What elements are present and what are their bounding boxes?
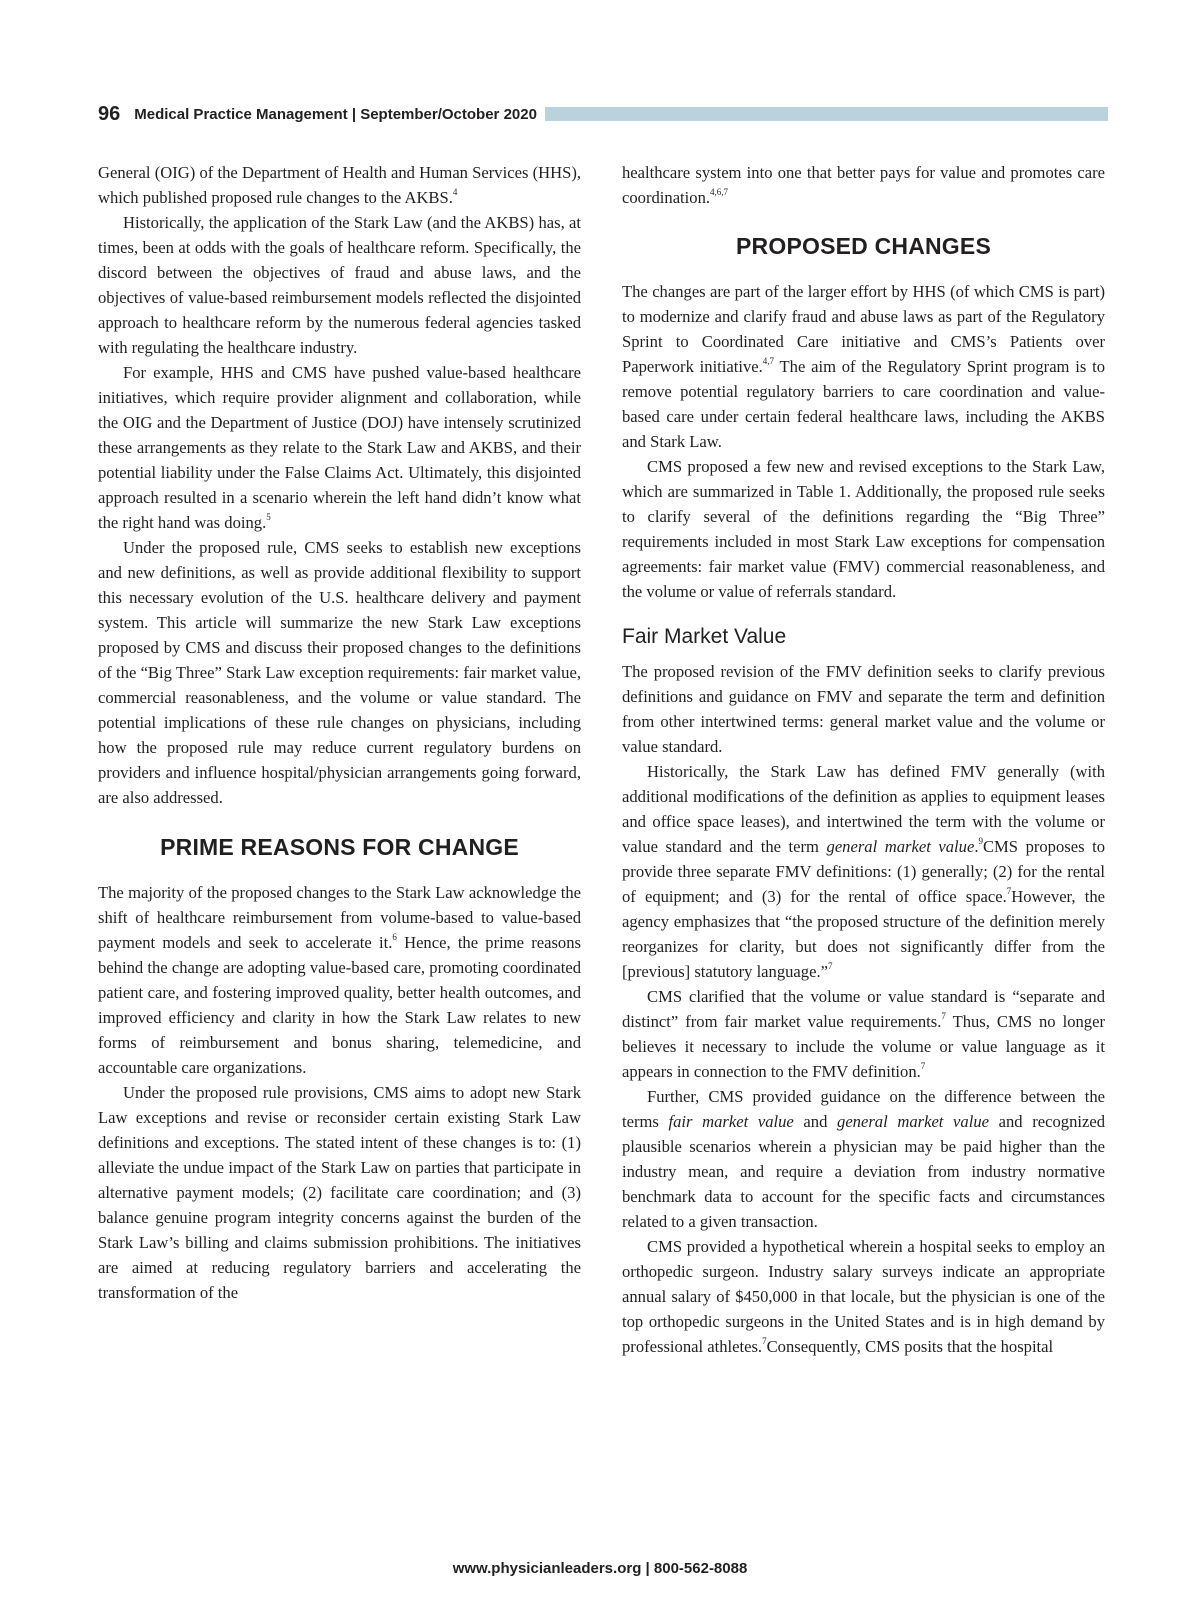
paragraph: The changes are part of the larger effort by HHS (of which CMS is part) to modernize and clarify fraud and abuse laws as part of the Regulatory Sprint to Coordinated Care initiative and CMS’s Patients over Paperwork initiative.$^{4,7}$ The aim of the Regulatory Sprint program is to remove potential regulatory barriers to care coordination and value-based care under certain federal healthcare laws, including the AKBS and Stark Law.: [622, 282, 1105, 451]
page-number: 96: [98, 102, 121, 125]
paragraph: Under the proposed rule provisions, CMS aims to adopt new Stark Law exceptions and revise or reconsider certain existing Stark Law definitions and exceptions. The stated intent of these changes is to: (1) alleviate the undue impact of the Stark Law on parties that participate in alternative payment models; (2) facilitate care coordination; and (3) balance genuine program integrity concerns against the burden of the Stark Law’s billing and claims submission prohibitions. The initiatives are aimed at reducing regulatory barriers and accelerating the transformation of the: [98, 1083, 581, 1302]
paragraph: The majority of the proposed changes to the Stark Law acknowledge the shift of healthcare reimbursement from volume-based to value-based payment models and seek to accelerate it.$^6$ Hence, the prime reasons behind the change are adopting value-based care, promoting coordinated patient care, and fostering improved quality, better health outcomes, and improved efficiency and clarity in how the Stark Law relates to new forms of reimbursement and bonus sharing, telemedicine, and accountable care organizations.: [98, 883, 581, 1077]
paragraph: Further, CMS provided guidance on the difference between the terms fair market value and general market value and recognized plausible scenarios wherein a physician may be paid higher than the industry mean, and require a deviation from industry normative benchmark data to account for the specific facts and circumstances related to a given transaction.: [622, 1087, 1106, 1231]
paragraph: CMS provided a hypothetical wherein a hospital seeks to employ an orthopedic surgeon. Industry salary surveys indicate an appropriate annual salary of $450,000 in that locale, but the physician is one of the top orthopedic surgeons in the United States and is in high demand by professional athletes.$^7$Consequently, CMS posits that the hospital: [622, 1237, 1105, 1356]
paragraph: CMS clarified that the volume or value standard is “separate and distinct” from fair market value requirements.$^7$ Thus, CMS no longer believes it necessary to include the volume or value language as it appears in connection to the FMV definition.$^7$: [622, 987, 1105, 1081]
reference-superscript: 7: [1006, 886, 1012, 897]
section-heading-prime-reasons: PRIME REASONS FOR CHANGE: [160, 834, 519, 860]
page-footer: www.physicianleaders.org | 800-562-8088: [452, 1560, 748, 1577]
reference-superscript: 4,6,7: [710, 187, 729, 198]
paragraph: Historically, the application of the Stark Law (and the AKBS) has, at times, been at odds with the goals of healthcare reform. Specifically, the discord between the objectives of fraud and abuse laws, and the objectives of value-based reimbursement models reflected the disjointed approach to healthcare reform by the numerous federal agencies tasked with regulating the healthcare industry.: [98, 213, 581, 357]
paragraph: The proposed revision of the FMV definition seeks to clarify previous definitions and guidance on FMV and separate the term and definition from other intertwined terms: general market value and the volume or value standard.: [622, 662, 1105, 756]
section-heading-proposed-changes: PROPOSED CHANGES: [736, 233, 991, 259]
subsection-heading-fmv: Fair Market Value: [622, 625, 787, 648]
header-accent-bar: [545, 107, 1108, 121]
reference-superscript: 7: [762, 1336, 767, 1347]
running-header: [98, 98, 1108, 130]
paragraph: For example, HHS and CMS have pushed value-based healthcare initiatives, which require provider alignment and collaboration, while the OIG and the Department of Justice (DOJ) have intensely scrutinized these arrangements as they relate to the Stark Law and AKBS, and their potential liability under the False Claims Act. Ultimately, this disjointed approach resulted in a scenario wherein the left hand didn’t know what the right hand was doing.$^5$: [98, 363, 581, 532]
reference-superscript: 4,7: [762, 356, 775, 367]
reference-superscript: 9: [978, 836, 983, 847]
paragraph: General (OIG) of the Department of Health and Human Services (HHS), which published proposed rule changes to the AKBS.$^4$: [98, 163, 581, 207]
paragraph: healthcare system into one that better pays for value and promotes care coordination.$^{4,6,7}$: [622, 163, 1105, 207]
reference-superscript: 7: [827, 961, 833, 972]
paragraph: Historically, the Stark Law has defined FMV generally (with additional modifications of the definition as applies to equipment leases and office space leases), and intertwined the term with the volume or value standard and the term general market value.$^9$CMS proposes to provide three separate FMV definitions: (1) generally; (2) for the rental of equipment; and (3) for the rental of office space.$^7$However, the agency emphasizes that “the proposed structure of the definition merely reorganizes for clarity, but does not significantly differ from the [previous] statutory language.”$^7$: [622, 762, 1106, 981]
reference-superscript: 7: [920, 1061, 926, 1072]
emphasis: general market value: [826, 837, 975, 856]
reference-superscript: 6: [392, 932, 397, 943]
journal-title: Medical Practice Management | September/October 2020: [134, 105, 537, 123]
paragraph: Under the proposed rule, CMS seeks to establish new exceptions and new definitions, as well as provide additional flexibility to support this necessary evolution of the U.S. healthcare delivery and payment system. This article will summarize the new Stark Law exceptions proposed by CMS and discuss their proposed changes to the definitions of the “Big Three” Stark Law exception requirements: fair market value, commercial reasonableness, and the volume or value standard. The potential implications of these rule changes on physicians, including how the proposed rule may reduce current regulatory burdens on providers and influence hospital/physician arrangements going forward, are also addressed.: [98, 538, 581, 807]
paragraph: CMS proposed a few new and revised exceptions to the Stark Law, which are summarized in Table 1. Additionally, the proposed rule seeks to clarify several of the definitions regarding the “Big Three” requirements included in most Stark Law exceptions for compensation agreements: fair market value (FMV) commercial reasonableness, and the volume or value of referrals standard.: [622, 457, 1105, 601]
reference-superscript: 7: [941, 1011, 946, 1022]
emphasis: fair market value: [668, 1112, 794, 1131]
right-column: [622, 160, 1105, 1359]
emphasis: general market value: [837, 1112, 989, 1131]
reference-superscript: 4: [452, 187, 458, 198]
reference-superscript: 5: [266, 512, 271, 523]
left-column: [98, 160, 581, 1305]
